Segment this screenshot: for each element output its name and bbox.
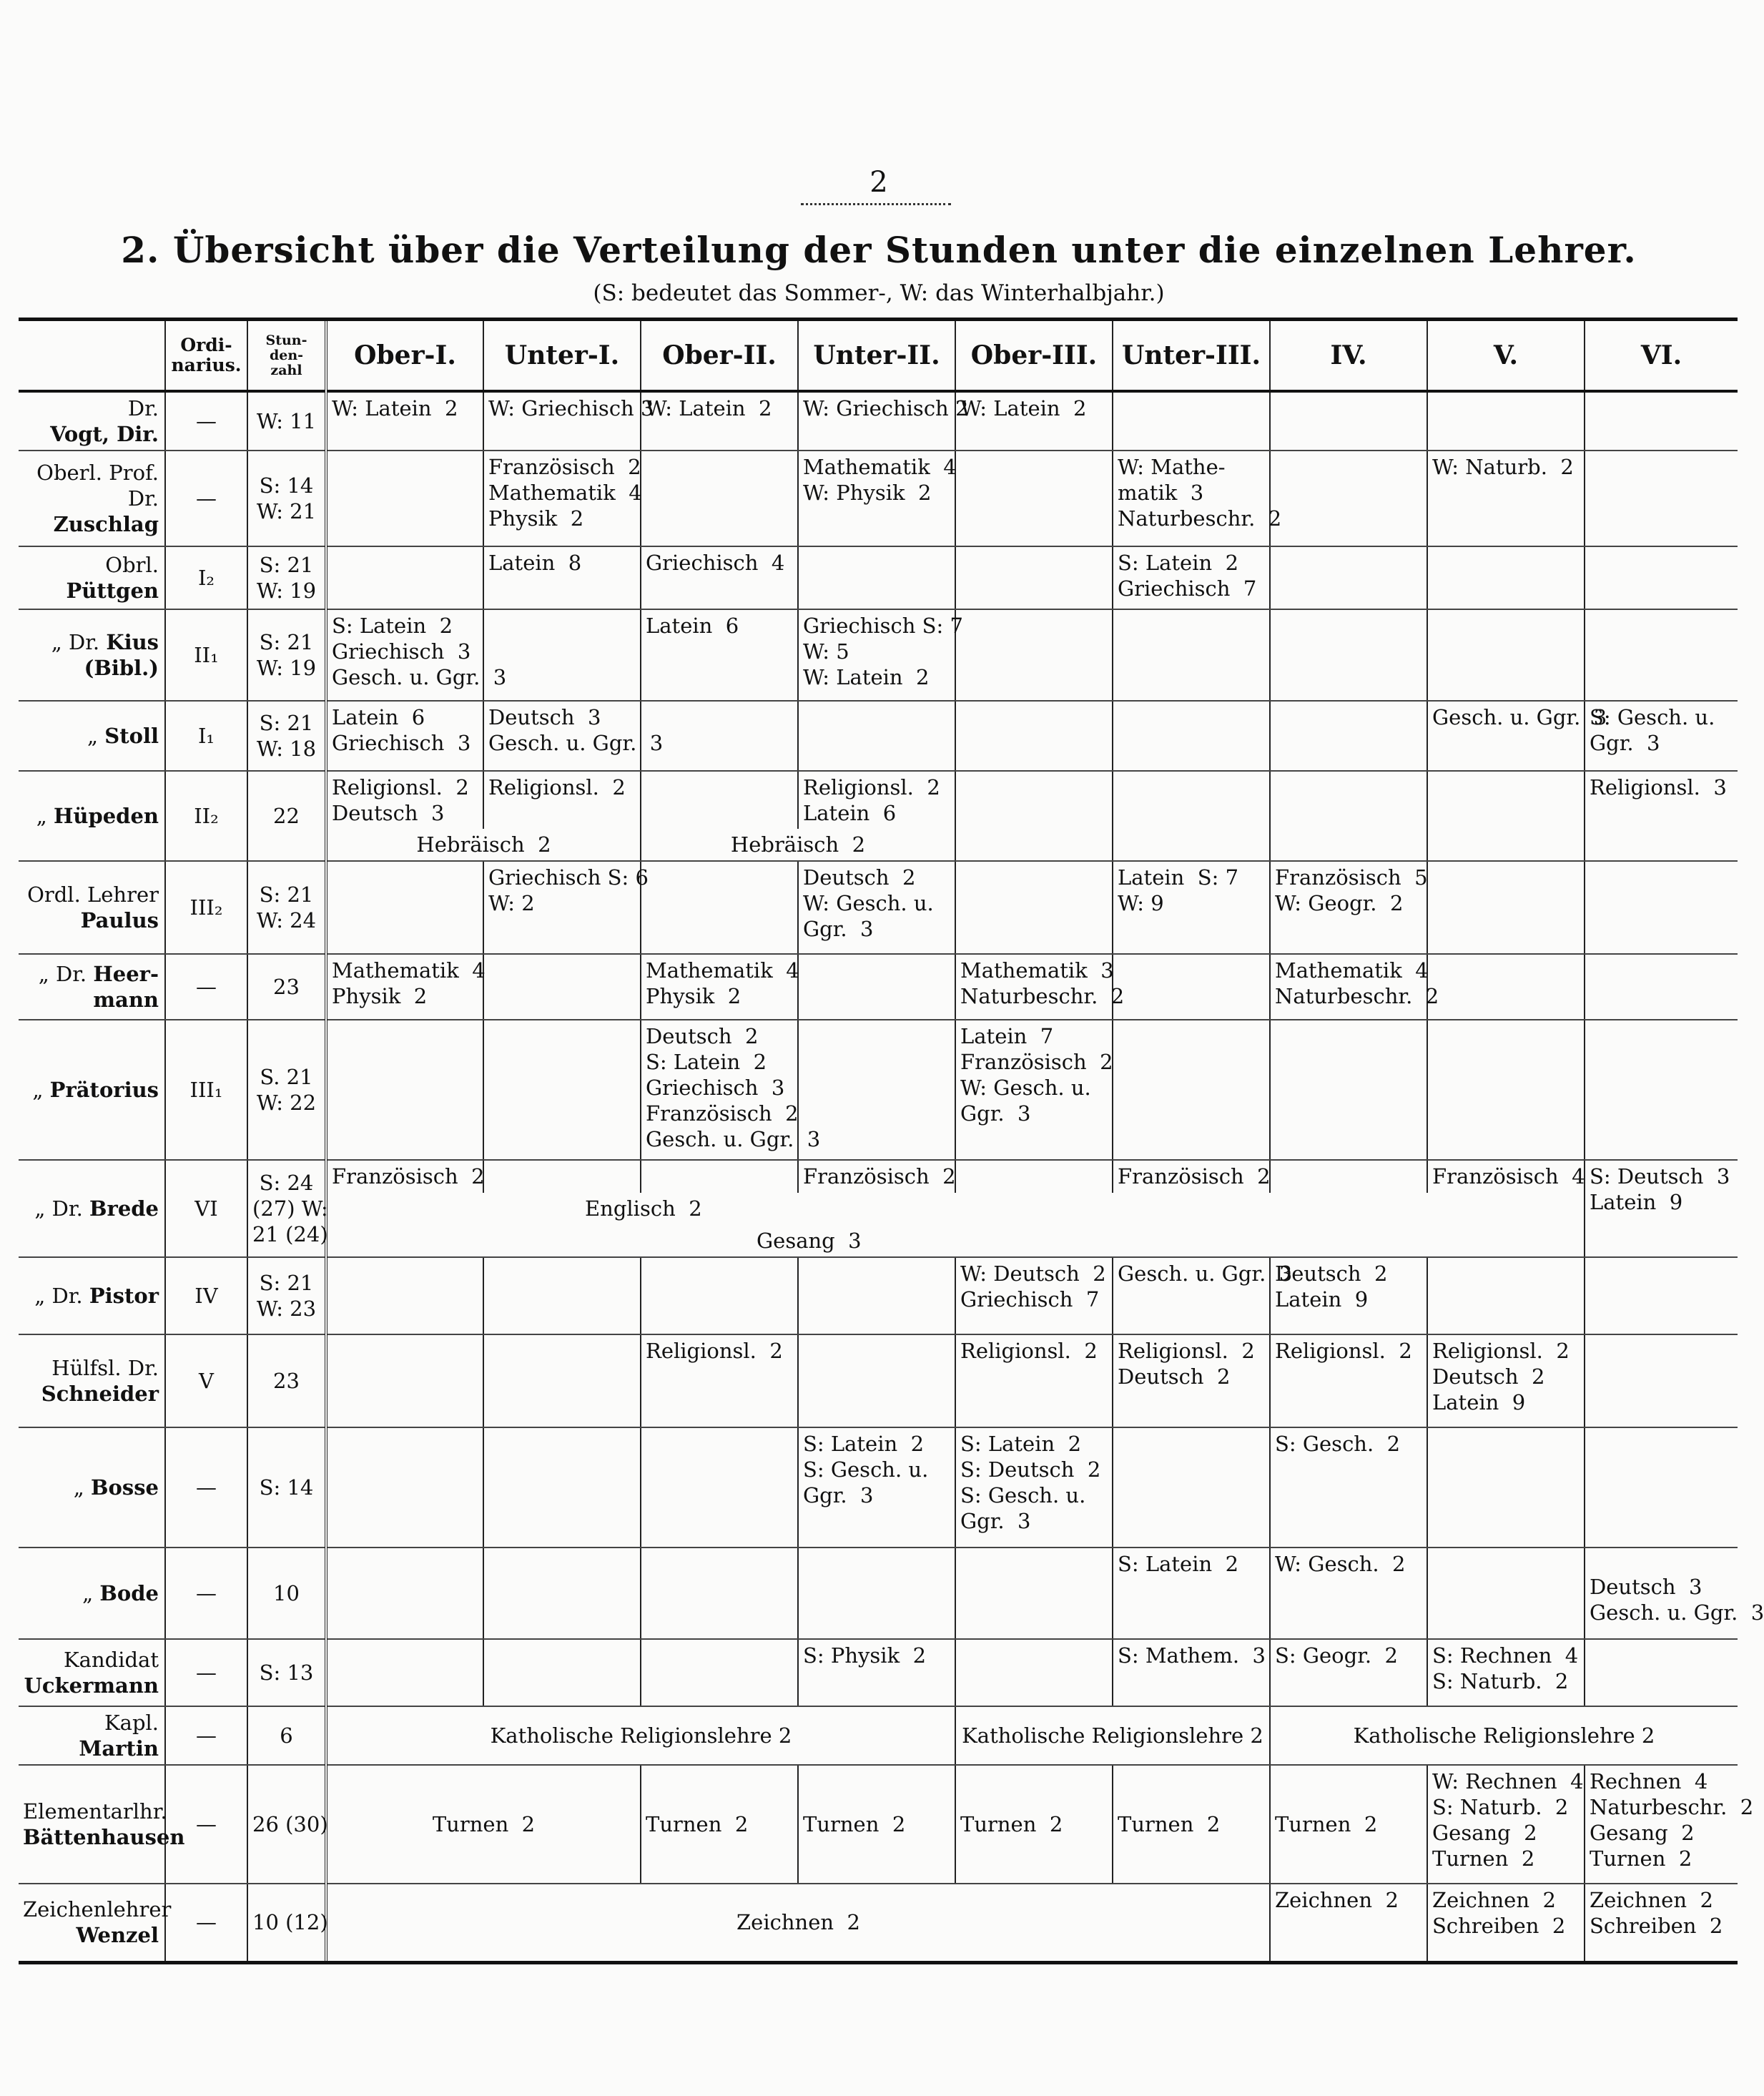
lesson-cell: Latein 8 bbox=[483, 546, 641, 609]
lesson-cell: Deutsch 2 S: Latein 2 Griechisch 3 Französisch 2 Gesch. u. Ggr. 3 bbox=[641, 1020, 798, 1160]
lesson-cell: Religionsl. 3 bbox=[1585, 771, 1738, 861]
table-row bbox=[19, 1706, 1738, 1765]
lesson-cell bbox=[955, 451, 1113, 546]
header-class-unter-iii: Unter-III. bbox=[1113, 321, 1270, 391]
lesson-cell: Mathematik 3 Naturbeschr. 2 bbox=[955, 954, 1113, 1020]
ordinarius-cell: III₂ bbox=[165, 861, 247, 954]
ordinarius-cell: — bbox=[165, 1427, 247, 1548]
table-row bbox=[19, 954, 1738, 1020]
lesson-cell: Religionsl. 2 Deutsch 2 bbox=[1113, 1334, 1270, 1427]
page-subtitle: (S: bedeutet das Sommer-, W: das Winterhalbjahr.) bbox=[593, 280, 1165, 306]
lesson-cell bbox=[641, 451, 798, 546]
hours-cell: S: 14 bbox=[247, 1427, 326, 1548]
shared-lesson-span: Katholische Religionslehre 2 bbox=[955, 1706, 1270, 1765]
hours-cell: 6 bbox=[247, 1706, 326, 1765]
ordinarius-cell: — bbox=[165, 451, 247, 546]
table-row bbox=[19, 1765, 1738, 1884]
lesson-cell bbox=[483, 1160, 641, 1193]
lesson-cell bbox=[1270, 771, 1427, 861]
teacher-name-cell bbox=[19, 1334, 165, 1427]
lesson-cell: Religionsl. 2 Deutsch 2 Latein 9 bbox=[1427, 1334, 1585, 1427]
lesson-cell bbox=[955, 701, 1113, 771]
lesson-cell bbox=[641, 1639, 798, 1706]
table-row bbox=[19, 771, 1738, 829]
lesson-cell bbox=[641, 861, 798, 954]
lesson-cell: W: Deutsch 2 Griechisch 7 bbox=[955, 1257, 1113, 1334]
header-class-ober-ii: Ober-II. bbox=[641, 321, 798, 391]
lesson-cell: Französisch 2 bbox=[1113, 1160, 1270, 1193]
lesson-cell bbox=[483, 954, 641, 1020]
shared-lesson-span: Hebräisch 2 bbox=[326, 829, 641, 861]
lesson-cell bbox=[798, 1020, 955, 1160]
header-class-ober-i: Ober-I. bbox=[326, 321, 483, 391]
ordinarius-cell: II₁ bbox=[165, 609, 247, 701]
lesson-cell bbox=[1270, 1160, 1427, 1193]
lesson-cell bbox=[641, 1160, 798, 1193]
teacher-name-cell bbox=[19, 609, 165, 701]
lesson-cell: W: Griechisch 3 bbox=[483, 391, 641, 451]
teacher-name: Schneider bbox=[41, 1382, 159, 1406]
hours-cell: S: 21 W: 19 bbox=[247, 609, 326, 701]
header-class-iv: IV. bbox=[1270, 321, 1427, 391]
lesson-cell bbox=[483, 1257, 641, 1334]
teacher-prefix: Ordl. Lehrer bbox=[27, 882, 159, 907]
lesson-cell bbox=[955, 609, 1113, 701]
hours-cell: 10 (12) bbox=[247, 1884, 326, 1962]
teacher-name: Heer- mann bbox=[93, 962, 159, 1012]
teacher-name: Bosse bbox=[91, 1475, 159, 1500]
lesson-cell: S: Deutsch 3 Latein 9 bbox=[1585, 1160, 1738, 1257]
lesson-cell: Deutsch 2 W: Gesch. u. Ggr. 3 bbox=[798, 861, 955, 954]
hours-cell: S: 13 bbox=[247, 1639, 326, 1706]
lesson-cell bbox=[1270, 391, 1427, 451]
lesson-cell: Religionsl. 2 bbox=[955, 1334, 1113, 1427]
lesson-cell bbox=[1585, 861, 1738, 954]
ordinarius-cell: — bbox=[165, 1765, 247, 1884]
table-row bbox=[19, 609, 1738, 701]
teacher-prefix: Kapl. bbox=[104, 1711, 159, 1735]
lesson-cell bbox=[1427, 391, 1585, 451]
teacher-name: Hüpeden bbox=[53, 804, 159, 828]
teacher-prefix: Zeichenlehrer bbox=[23, 1897, 172, 1922]
lesson-cell: Deutsch 3 Gesch. u. Ggr. 3 bbox=[1585, 1548, 1738, 1639]
teacher-prefix: „ Dr. bbox=[34, 1196, 83, 1221]
table-row bbox=[19, 1427, 1738, 1548]
shared-lesson-span: Englisch 2 bbox=[326, 1193, 1585, 1224]
lesson-cell bbox=[326, 546, 483, 609]
header-class-v: V. bbox=[1427, 321, 1585, 391]
teacher-name-cell bbox=[19, 1427, 165, 1548]
lesson-cell: Turnen 2 bbox=[798, 1765, 955, 1884]
teacher-name-cell bbox=[19, 1548, 165, 1639]
lesson-cell bbox=[1585, 609, 1738, 701]
teacher-name: Pistor bbox=[89, 1284, 159, 1308]
lesson-cell: Turnen 2 bbox=[955, 1765, 1113, 1884]
lesson-cell: Religionsl. 2 Latein 6 bbox=[798, 771, 955, 829]
lesson-cell: W: Latein 2 bbox=[326, 391, 483, 451]
teacher-prefix: „ bbox=[32, 1078, 44, 1102]
teacher-name: Stoll bbox=[104, 724, 159, 748]
header-row bbox=[19, 321, 1738, 391]
lesson-cell bbox=[326, 1020, 483, 1160]
teacher-name: Paulus bbox=[80, 908, 159, 933]
lesson-cell bbox=[326, 1639, 483, 1706]
lesson-cell: Turnen 2 bbox=[1270, 1765, 1427, 1884]
lesson-cell: Französisch 5 W: Geogr. 2 bbox=[1270, 861, 1427, 954]
teacher-prefix: „ Dr. bbox=[51, 630, 100, 654]
teacher-prefix: „ Dr. bbox=[34, 1284, 83, 1308]
teacher-name: Uckermann bbox=[24, 1673, 159, 1698]
teacher-name-cell bbox=[19, 1160, 165, 1257]
table-row bbox=[19, 861, 1738, 954]
lesson-cell bbox=[798, 1548, 955, 1639]
teacher-name-cell bbox=[19, 1706, 165, 1765]
ornamental-rule bbox=[801, 203, 951, 205]
lesson-cell bbox=[483, 1020, 641, 1160]
lesson-cell bbox=[483, 1639, 641, 1706]
hours-cell: 10 bbox=[247, 1548, 326, 1639]
lesson-cell bbox=[483, 1334, 641, 1427]
lesson-cell bbox=[1585, 546, 1738, 609]
ordinarius-cell: I₂ bbox=[165, 546, 247, 609]
lesson-cell: W: Rechnen 4 S: Naturb. 2 Gesang 2 Turnen 2 bbox=[1427, 1765, 1585, 1884]
lesson-cell bbox=[1427, 1020, 1585, 1160]
header-class-unter-i: Unter-I. bbox=[483, 321, 641, 391]
lesson-cell bbox=[1113, 701, 1270, 771]
teacher-name: Vogt, Dir. bbox=[50, 422, 159, 446]
lesson-cell: S: Latein 2 bbox=[1113, 1548, 1270, 1639]
teacher-prefix: Dr. bbox=[127, 396, 159, 420]
ordinarius-cell: — bbox=[165, 1548, 247, 1639]
lesson-cell: Latein 6 Griechisch 3 bbox=[326, 701, 483, 771]
header-class-unter-ii: Unter-II. bbox=[798, 321, 955, 391]
lesson-cell bbox=[1427, 771, 1585, 861]
ordinarius-cell: I₁ bbox=[165, 701, 247, 771]
shared-lesson-span: Katholische Religionslehre 2 bbox=[326, 1706, 955, 1765]
header-class-vi: VI. bbox=[1585, 321, 1738, 391]
lesson-cell bbox=[1113, 954, 1270, 1020]
lesson-cell bbox=[641, 1548, 798, 1639]
teacher-prefix: „ bbox=[82, 1581, 94, 1605]
table-row bbox=[19, 391, 1738, 451]
lesson-cell bbox=[955, 1548, 1113, 1639]
lesson-cell bbox=[326, 1548, 483, 1639]
lesson-cell: Latein 6 bbox=[641, 609, 798, 701]
table-row bbox=[19, 1639, 1738, 1706]
lesson-cell: Deutsch 2 Latein 9 bbox=[1270, 1257, 1427, 1334]
lesson-cell: S: Physik 2 bbox=[798, 1639, 955, 1706]
teacher-prefix: Oberl. Prof. Dr. bbox=[36, 461, 159, 511]
lesson-cell bbox=[326, 1427, 483, 1548]
lesson-cell: W: Latein 2 bbox=[955, 391, 1113, 451]
lesson-cell: Turnen 2 bbox=[641, 1765, 798, 1884]
teacher-name-cell bbox=[19, 546, 165, 609]
hours-cell: S: 21 W: 24 bbox=[247, 861, 326, 954]
lesson-cell bbox=[1427, 954, 1585, 1020]
lesson-cell: Deutsch 3 Gesch. u. Ggr. 3 bbox=[483, 701, 641, 771]
ordinarius-cell: — bbox=[165, 391, 247, 451]
lesson-cell: Religionsl. 2 bbox=[1270, 1334, 1427, 1427]
teacher-name: Kius (Bibl.) bbox=[84, 630, 159, 680]
teacher-name-cell bbox=[19, 1020, 165, 1160]
teacher-name-cell bbox=[19, 771, 165, 861]
lesson-cell: Französisch 2 bbox=[798, 1160, 955, 1193]
lesson-cell bbox=[1585, 1427, 1738, 1548]
lesson-cell bbox=[1427, 1548, 1585, 1639]
lesson-cell: Mathematik 4 W: Physik 2 bbox=[798, 451, 955, 546]
lesson-cell: Turnen 2 bbox=[1113, 1765, 1270, 1884]
table-row bbox=[19, 1160, 1738, 1193]
lesson-cell: Rechnen 4 Naturbeschr. 2 Gesang 2 Turnen 2 bbox=[1585, 1765, 1738, 1884]
page-title: 2. Übersicht über die Verteilung der Stunden unter die einzelnen Lehrer. bbox=[121, 229, 1637, 271]
lesson-cell bbox=[483, 609, 641, 701]
lesson-cell bbox=[641, 701, 798, 771]
lesson-cell: W: Griechisch 2 bbox=[798, 391, 955, 451]
lesson-cell bbox=[798, 701, 955, 771]
hours-cell: 22 bbox=[247, 771, 326, 861]
lesson-cell bbox=[1113, 609, 1270, 701]
lesson-cell: S: Geogr. 2 bbox=[1270, 1639, 1427, 1706]
lesson-cell: Französisch 2 Mathematik 4 Physik 2 bbox=[483, 451, 641, 546]
lesson-cell bbox=[1585, 1639, 1738, 1706]
shared-lesson-span: Hebräisch 2 bbox=[641, 829, 955, 861]
table-row bbox=[19, 1334, 1738, 1427]
table-row bbox=[19, 1020, 1738, 1160]
lesson-cell bbox=[1113, 391, 1270, 451]
teacher-name: Martin bbox=[79, 1736, 159, 1761]
lesson-cell bbox=[955, 1639, 1113, 1706]
lesson-cell bbox=[326, 861, 483, 954]
teacher-name: Prätorius bbox=[49, 1078, 159, 1102]
lesson-cell bbox=[798, 954, 955, 1020]
page-number: 2 bbox=[869, 166, 888, 199]
lesson-cell: S: Gesch. 2 bbox=[1270, 1427, 1427, 1548]
header-name bbox=[19, 321, 165, 391]
lesson-cell bbox=[1113, 1020, 1270, 1160]
shared-lesson-span: Katholische Religionslehre 2 bbox=[1270, 1706, 1738, 1765]
teacher-name: Brede bbox=[89, 1196, 159, 1221]
lesson-cell: Französisch 2 bbox=[326, 1160, 483, 1193]
header-class-ober-iii: Ober-III. bbox=[955, 321, 1113, 391]
table-row bbox=[19, 1257, 1738, 1334]
lesson-cell bbox=[1113, 1427, 1270, 1548]
lesson-cell: Latein S: 7 W: 9 bbox=[1113, 861, 1270, 954]
lesson-cell bbox=[641, 1257, 798, 1334]
lesson-cell: Mathematik 4 Physik 2 bbox=[326, 954, 483, 1020]
lesson-cell bbox=[1585, 1257, 1738, 1334]
hours-cell: S: 21 W: 18 bbox=[247, 701, 326, 771]
teacher-name-cell bbox=[19, 1765, 185, 1884]
table-row bbox=[19, 546, 1738, 609]
lesson-cell bbox=[1270, 1020, 1427, 1160]
shared-lesson-span: Turnen 2 bbox=[326, 1765, 641, 1884]
lesson-cell bbox=[1585, 391, 1738, 451]
teacher-prefix: Hülfsl. Dr. bbox=[51, 1356, 159, 1380]
lesson-cell: Griechisch S: 7 W: 5 W: Latein 2 bbox=[798, 609, 955, 701]
ordinarius-cell: II₂ bbox=[165, 771, 247, 861]
teacher-name: Püttgen bbox=[66, 579, 159, 603]
lesson-cell bbox=[1585, 1020, 1738, 1160]
teacher-hours-table bbox=[19, 321, 1764, 1964]
ordinarius-cell: — bbox=[165, 1884, 247, 1962]
lesson-cell bbox=[1427, 609, 1585, 701]
teacher-name-cell bbox=[19, 954, 165, 1020]
teacher-prefix: „ bbox=[87, 724, 99, 748]
lesson-cell: S: Gesch. u. Ggr. 3 bbox=[1585, 701, 1738, 771]
lesson-cell: Mathematik 4 Physik 2 bbox=[641, 954, 798, 1020]
lesson-cell: Religionsl. 2 bbox=[483, 771, 641, 829]
lesson-cell bbox=[1585, 954, 1738, 1020]
teacher-name: Zuschlag bbox=[53, 512, 159, 536]
lesson-cell bbox=[1427, 1257, 1585, 1334]
lesson-cell bbox=[798, 1257, 955, 1334]
hours-cell: 26 (30) bbox=[247, 1765, 326, 1884]
lesson-cell bbox=[955, 771, 1113, 861]
lesson-cell: Griechisch 4 bbox=[641, 546, 798, 609]
ordinarius-cell: — bbox=[165, 1706, 247, 1765]
ordinarius-cell: IV bbox=[165, 1257, 247, 1334]
lesson-cell bbox=[1427, 1427, 1585, 1548]
lesson-cell bbox=[326, 1334, 483, 1427]
teacher-name: Bättenhausen bbox=[23, 1825, 185, 1849]
lesson-cell bbox=[1270, 451, 1427, 546]
teacher-prefix: „ bbox=[73, 1475, 84, 1500]
teacher-name-cell bbox=[19, 391, 165, 451]
teacher-name-cell bbox=[19, 1639, 165, 1706]
lesson-cell: S: Latein 2 S: Deutsch 2 S: Gesch. u. Ggr. 3 bbox=[955, 1427, 1113, 1548]
ordinarius-cell: — bbox=[165, 954, 247, 1020]
lesson-cell bbox=[641, 1427, 798, 1548]
lesson-cell: Religionsl. 2 bbox=[641, 1334, 798, 1427]
ordinarius-cell: — bbox=[165, 1639, 247, 1706]
teacher-name: Bode bbox=[99, 1581, 159, 1605]
lesson-cell bbox=[483, 1427, 641, 1548]
teacher-name-cell bbox=[19, 861, 165, 954]
lesson-cell: Zeichnen 2 Schreiben 2 bbox=[1427, 1884, 1585, 1962]
lesson-cell: W: Mathe- matik 3 Naturbeschr. 2 bbox=[1113, 451, 1270, 546]
hours-cell: 23 bbox=[247, 954, 326, 1020]
teacher-name: Wenzel bbox=[76, 1923, 159, 1948]
hours-cell: S. 21 W: 22 bbox=[247, 1020, 326, 1160]
lesson-cell bbox=[955, 546, 1113, 609]
lesson-cell bbox=[1427, 546, 1585, 609]
teacher-prefix: Kandidat bbox=[64, 1648, 159, 1672]
ordinarius-cell: III₁ bbox=[165, 1020, 247, 1160]
lesson-cell: Zeichnen 2 bbox=[1270, 1884, 1427, 1962]
shared-lesson-span: Zeichnen 2 bbox=[326, 1884, 1270, 1962]
lesson-cell: Zeichnen 2 Schreiben 2 bbox=[1585, 1884, 1738, 1962]
hours-cell: S: 21 W: 19 bbox=[247, 546, 326, 609]
lesson-cell bbox=[326, 1257, 483, 1334]
lesson-cell: Mathematik 4 Naturbeschr. 2 bbox=[1270, 954, 1427, 1020]
lesson-cell bbox=[1270, 546, 1427, 609]
teacher-prefix: „ Dr. bbox=[38, 962, 87, 986]
lesson-cell: Gesch. u. Ggr. 3 bbox=[1427, 701, 1585, 771]
teacher-prefix: Elementarlhr. bbox=[23, 1799, 167, 1824]
teacher-name-cell bbox=[19, 1884, 172, 1962]
header-hours: Stun- den- zahl bbox=[247, 321, 326, 391]
header-ordinarius: Ordi- narius. bbox=[165, 321, 247, 391]
lesson-cell bbox=[955, 1160, 1113, 1193]
lesson-cell: W: Latein 2 bbox=[641, 391, 798, 451]
lesson-cell bbox=[1270, 609, 1427, 701]
teacher-hours-table-frame bbox=[19, 318, 1764, 1964]
lesson-cell: Religionsl. 2 Deutsch 3 bbox=[326, 771, 483, 829]
lesson-cell bbox=[1585, 451, 1738, 546]
hours-cell: S: 14 W: 21 bbox=[247, 451, 326, 546]
lesson-cell bbox=[798, 1334, 955, 1427]
lesson-cell: S: Rechnen 4 S: Naturb. 2 bbox=[1427, 1639, 1585, 1706]
lesson-cell bbox=[326, 451, 483, 546]
hours-cell: S: 21 W: 23 bbox=[247, 1257, 326, 1334]
lesson-cell bbox=[1585, 1334, 1738, 1427]
lesson-cell: S: Latein 2 S: Gesch. u. Ggr. 3 bbox=[798, 1427, 955, 1548]
teacher-name-cell bbox=[19, 1257, 165, 1334]
lesson-cell: W: Gesch. 2 bbox=[1270, 1548, 1427, 1639]
lesson-cell: Griechisch S: 6 W: 2 bbox=[483, 861, 641, 954]
hours-cell: 23 bbox=[247, 1334, 326, 1427]
teacher-prefix: Obrl. bbox=[105, 553, 159, 577]
ordinarius-cell: VI bbox=[165, 1160, 247, 1257]
lesson-cell: S: Latein 2 Griechisch 7 bbox=[1113, 546, 1270, 609]
table-row bbox=[19, 451, 1738, 546]
lesson-cell bbox=[1270, 701, 1427, 771]
lesson-cell bbox=[483, 1548, 641, 1639]
table-row bbox=[19, 701, 1738, 771]
lesson-cell: S: Latein 2 Griechisch 3 Gesch. u. Ggr. 3 bbox=[326, 609, 483, 701]
hours-cell: W: 11 bbox=[247, 391, 326, 451]
hours-cell: S: 24 (27) W: 21 (24) bbox=[247, 1160, 326, 1257]
lesson-cell: Latein 7 Französisch 2 W: Gesch. u. Ggr. 3 bbox=[955, 1020, 1113, 1160]
table-row bbox=[19, 1884, 1738, 1962]
lesson-cell bbox=[955, 861, 1113, 954]
table-row bbox=[19, 1548, 1738, 1639]
shared-lesson-span: Gesang 3 bbox=[326, 1224, 1585, 1257]
teacher-name-cell bbox=[19, 701, 165, 771]
lesson-cell: Gesch. u. Ggr. 3 bbox=[1113, 1257, 1270, 1334]
lesson-cell: S: Mathem. 3 bbox=[1113, 1639, 1270, 1706]
teacher-name-cell bbox=[19, 451, 165, 546]
ordinarius-cell: V bbox=[165, 1334, 247, 1427]
lesson-cell bbox=[1113, 771, 1270, 861]
lesson-cell bbox=[1427, 861, 1585, 954]
lesson-cell bbox=[798, 546, 955, 609]
lesson-cell bbox=[641, 771, 798, 829]
lesson-cell: Französisch 4 bbox=[1427, 1160, 1585, 1193]
lesson-cell: W: Naturb. 2 bbox=[1427, 451, 1585, 546]
teacher-prefix: „ bbox=[36, 804, 47, 828]
